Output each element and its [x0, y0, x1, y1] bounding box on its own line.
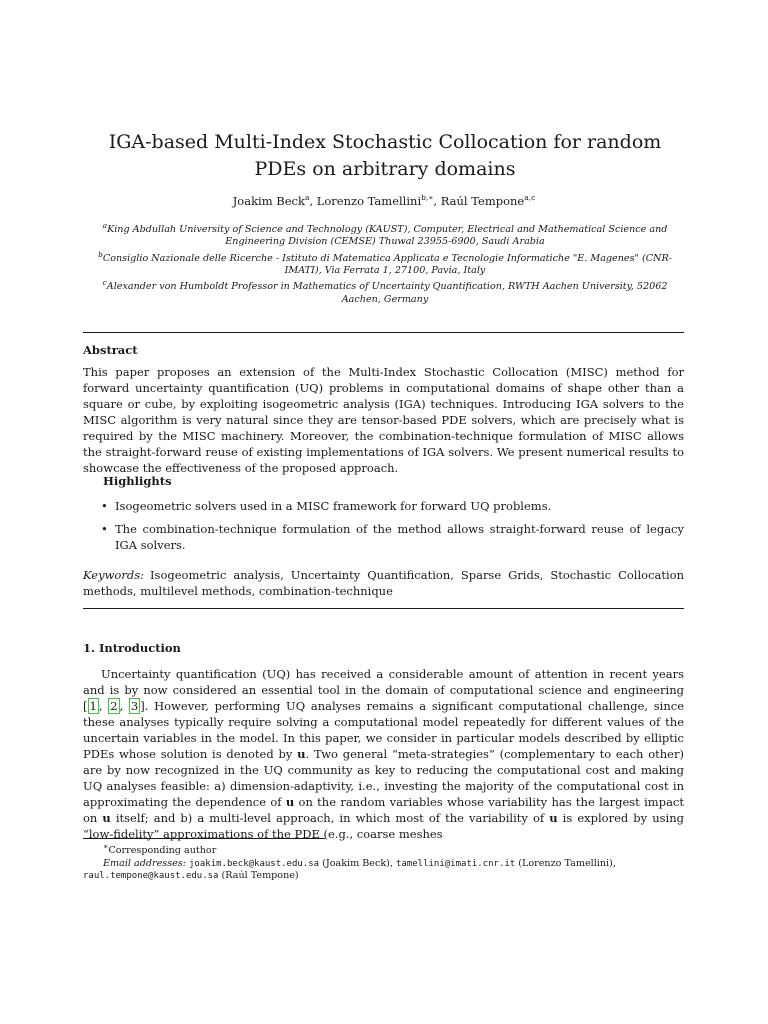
abstract-heading: Abstract: [83, 343, 138, 357]
author-name: Raúl Tempone: [440, 193, 525, 208]
author-list: Joakim Beck$^a$, Lorenzo Tamellini$^{b,∗}$, Raúl Tempone$^{a,c}$: [232, 193, 536, 208]
affiliation-text: Consiglio Nazionale delle Ricerche - Istituto di Matematica Applicata e Tecnologie Informatiche "E. Magenes" (CNR-IMATI), Via Ferrata 1, 27100, Pavia, Italy: [102, 252, 672, 276]
intro-text-segment: on the random variables whose variability has the largest impact on: [83, 795, 684, 825]
paper-title: IGA-based Multi-Index Stochastic Collocation for random PDEs on arbitrary domains: [108, 131, 662, 180]
highlight-text: Isogeometric solvers used in a MISC framework for forward UQ problems.: [115, 499, 552, 513]
highlight-item: [101, 521, 684, 553]
intro-paragraph: Uncertainty quantification (UQ) has received a considerable amount of attention in recent years and is by now considered an essential tool in the domain of computational science and engineering [ 1 , 2 , 3 ]. However, performing UQ analyses remains a significant computational challenge, since these analyses typically require solving a computational model repeatedly for different values of the uncertain variables in the model. In this paper, we consider in particular models described by elliptic PDEs whose solution is denoted by u. Two general “meta-strategies” (complementary to each other) are by now recognized in the UQ community as key to reducing the computational cost and making UQ analyses feasible: a) dimension-adaptivity, i.e., investing the majority of the computational cost in approximating the dependence of u on the random variables whose variability has the largest impact on u itself; and b) a multi-level approach, in which most of the variability of u is explored by using “low-fidelity” approximations of the PDE (e.g., coarse meshes: [83, 667, 684, 841]
keywords-text: Isogeometric analysis, Uncertainty Quantification, Sparse Grids, Stochastic Collocation methods, multilevel methods, combination-technique: [83, 568, 684, 598]
affiliation-list: [90, 220, 680, 306]
citation-number: 2: [110, 699, 118, 713]
math-symbol: u: [285, 795, 295, 809]
divider: [83, 332, 684, 333]
footnote-corresponding: Corresponding author: [108, 845, 217, 857]
author-sup: a: [304, 193, 310, 202]
intro-text-segment: Uncertainty quantification (UQ) has received a considerable amount of attention in recent years and is by now considered an essential tool in the domain of computational science and engineering [: [83, 667, 684, 713]
highlight-item: [101, 498, 684, 514]
affiliation-sup: a: [102, 221, 108, 230]
math-symbol: u: [102, 811, 111, 825]
math-symbol: u: [297, 747, 306, 761]
author-sup: b,∗: [421, 193, 434, 202]
keywords-label: Keywords:: [83, 568, 144, 582]
highlights-heading: Highlights: [103, 474, 172, 488]
bullet-icon: •: [101, 522, 108, 536]
footnote-line: [83, 870, 684, 883]
affiliation-sup: b: [98, 249, 103, 259]
affiliation: [90, 249, 680, 278]
citation-link[interactable]: [129, 698, 140, 714]
email-link[interactable]: raul.tempone@kaust.edu.sa: [83, 871, 219, 882]
section-heading: 1. Introduction: [83, 641, 181, 655]
intro-text-segment: . Two general “meta-strategies” (complementary to each other) are by now recognized in the UQ community as key to reducing the computational cost and making UQ analyses feasible: a) dimension-adaptivity, i.e., investing the majority of the computational cost in approximating the dependence of: [83, 747, 684, 809]
author-name: Joakim Beck: [232, 193, 305, 208]
keywords: [83, 567, 684, 599]
author-name: Lorenzo Tamellini: [316, 193, 422, 208]
citation-number: 3: [130, 699, 139, 713]
footnote-line: [83, 841, 684, 858]
author-sup: a,c: [524, 193, 536, 202]
email-owner: (Joakim Beck),: [322, 857, 396, 869]
citation-link[interactable]: [88, 698, 99, 714]
abstract-text: This paper proposes an extension of the Multi-Index Stochastic Collocation (MISC) method for forward uncertainty quantification (UQ) problems in computational domains of shape other than a square or cube, by exploiting isogeometric analysis (IGA) techniques. Introducing IGA solvers to the MISC algorithm is very natural since they are tensor-based PDE solvers, which are precisely what is required by the MISC machinery. Moreover, the combination-technique formulation of MISC allows the straight-forward reuse of existing implementations of IGA solvers. We present numerical results to showcase the effectiveness of the proposed approach.: [83, 365, 684, 475]
affiliation-sup: c: [102, 278, 107, 288]
footnote-line: [83, 858, 684, 871]
affiliation-text: King Abdullah University of Science and Technology (KAUST), Computer, Electrical and Mathematical Science and Engineering Division (CEMSE) Thuwal 23955-6900, Saudi Arabia: [107, 224, 668, 248]
intro-text-segment: ]. However, performing UQ analyses remains a significant computational challenge, since these analyses typically require solving a computational model repeatedly for different values of the uncertain variables in the model. In this paper, we consider in particular models described by elliptic PDEs whose solution is denoted by: [83, 699, 684, 761]
email-link[interactable]: joakim.beck@kaust.edu.sa: [189, 858, 320, 869]
math-symbol: u: [549, 811, 558, 825]
footnote-divider: [83, 838, 325, 839]
citation-number: 1: [89, 699, 97, 713]
email-link[interactable]: tamellini@imati.cnr.it: [396, 858, 516, 869]
footnote-star: ∗: [103, 842, 109, 851]
highlight-text: The combination-technique formulation of the method allows straight-forward reuse of legacy IGA solvers.: [115, 522, 684, 552]
intro-text-segment: itself; and b) a multi-level approach, in which most of the variability of: [110, 811, 550, 825]
affiliation: [90, 277, 680, 306]
affiliation: [90, 220, 680, 249]
email-owner: (Lorenzo Tamellini),: [518, 857, 616, 869]
divider: [83, 608, 684, 609]
footnote: [83, 841, 684, 883]
email-owner: (Raúl Tempone): [221, 870, 299, 882]
bullet-icon: •: [101, 499, 108, 513]
email-label: Email addresses:: [103, 857, 186, 869]
intro-text-segment: is explored by using “low-fidelity” approximations of the PDE (e.g., coarse meshes: [83, 811, 684, 841]
citation-link[interactable]: [108, 698, 119, 714]
affiliation-text: Alexander von Humboldt Professor in Mathematics of Uncertainty Quantification, RWTH Aachen University, 52062 Aachen, Germany: [106, 281, 668, 305]
